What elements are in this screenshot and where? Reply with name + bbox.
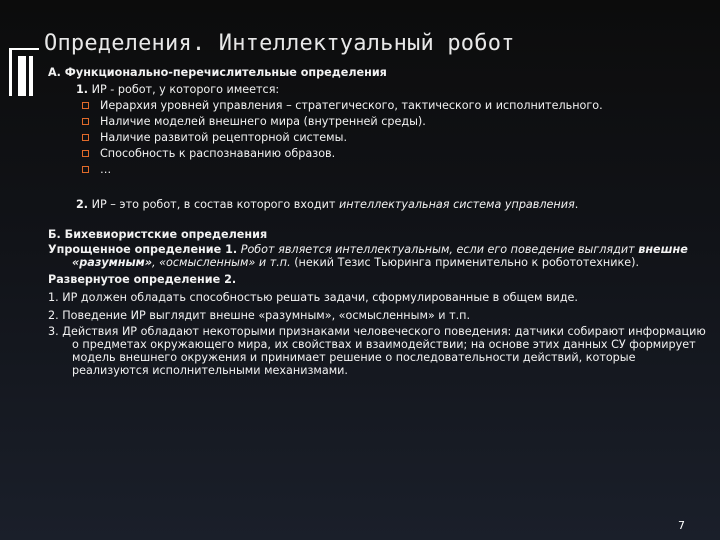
extended-item-3: 3. Действия ИР обладают некоторыми признаками человеческого поведения: датчики собирают информацию о предметах окружающего мира, их свойствах и взаимодействии; на основе этих данных СУ формирует модель внешнего окружения и принимает решение о последовательности действий, которые реализуются исполнительными механизмами. <box>48 325 706 378</box>
slide-content <box>48 65 708 378</box>
simple-definition-italic-1: Робот является интеллектуальным, если его поведение выглядит <box>237 242 639 256</box>
list-item <box>82 114 708 130</box>
list-item <box>82 162 708 178</box>
page-number: 7 <box>678 519 685 532</box>
decorative-bars <box>9 48 39 98</box>
definition-2-text: ИР – это робот, в состав которого входит <box>88 197 339 211</box>
definition-2-number: 2. <box>76 197 89 211</box>
section-a-heading: А. Функционально-перечислительные определения <box>48 66 387 79</box>
list-item-text: Иерархия уровней управления – стратегического, тактического и исполнительного. <box>100 99 603 113</box>
square-bullet-icon <box>82 166 89 173</box>
slide-title: Определения. Интеллектуальный робот <box>44 31 515 56</box>
list-item-text: Наличие моделей внешнего мира (внутренней среды). <box>100 115 426 129</box>
simple-definition-label: Упрощенное определение 1. <box>48 242 238 256</box>
square-bullet-icon <box>82 118 89 125</box>
definition-2 <box>76 197 708 212</box>
square-bullet-icon <box>82 102 89 109</box>
list-item <box>82 98 708 114</box>
list-item <box>82 146 708 162</box>
simple-definition <box>48 244 708 270</box>
extended-item-2: 2. Поведение ИР выглядит внешне «разумным», «осмысленным» и т.п. <box>48 309 471 323</box>
square-bullet-icon <box>82 150 89 157</box>
definition-2-italic: интеллектуальная система управления <box>338 197 575 211</box>
definition-1-number: 1. <box>76 83 89 97</box>
section-b-heading: Б. Бихевиористские определения <box>48 227 268 241</box>
square-bullet-icon <box>82 134 89 141</box>
list-item-text: Способность к распознаванию образов. <box>100 146 336 160</box>
definition-2-end: . <box>574 197 579 211</box>
extended-definition-label: Развернутое определение 2. <box>48 272 237 286</box>
simple-definition-italic-2: , «осмысленным» и т.п. <box>152 255 291 269</box>
definition-1 <box>76 82 708 97</box>
list-item-text: … <box>100 162 112 176</box>
simple-definition-tail: (некий Тезис Тьюринга применительно к робототехнике). <box>290 255 640 269</box>
simple-definition-emphasis: внешне «разумным» <box>72 242 688 269</box>
extended-item-1: 1. ИР должен обладать способностью решать задачи, сформулированные в общем виде. <box>48 290 578 304</box>
definition-1-text: ИР - робот, у которого имеется: <box>88 83 280 97</box>
list-item <box>82 130 708 146</box>
bullet-list <box>48 98 708 178</box>
list-item-text: Наличие развитой рецепторной системы. <box>100 131 348 145</box>
